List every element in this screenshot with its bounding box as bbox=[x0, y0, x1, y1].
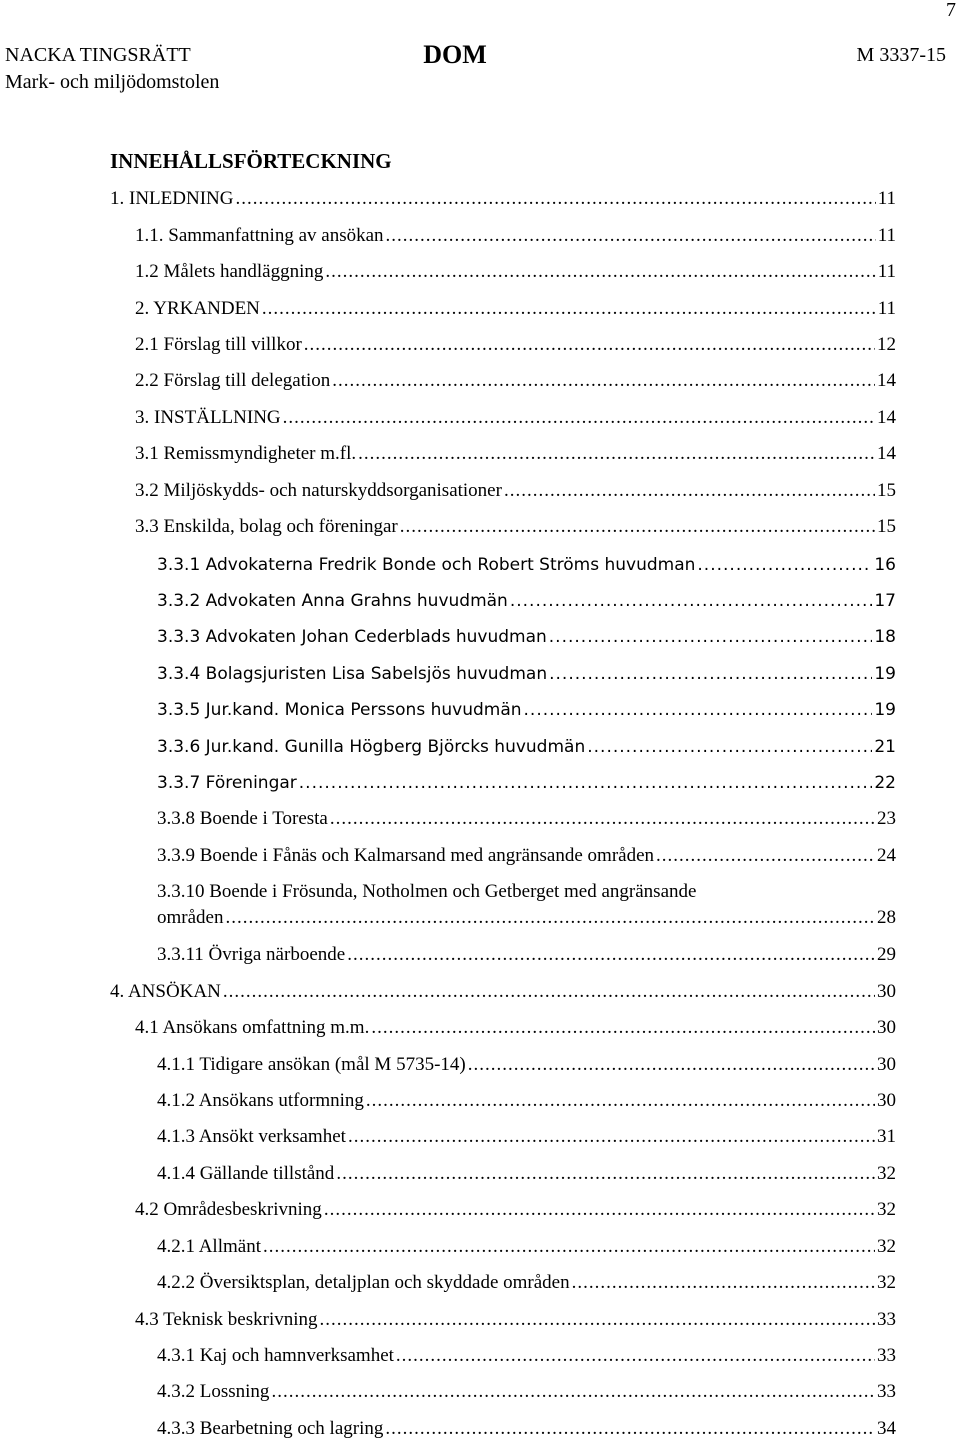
toc-entry-page: 15 bbox=[877, 516, 896, 537]
toc-entry-page: 14 bbox=[877, 370, 896, 391]
toc-entry[interactable] bbox=[135, 1307, 896, 1333]
toc-entry-label: 4.3.1 Kaj och hamnverksamhet bbox=[157, 1345, 394, 1366]
toc-entry-page: 22 bbox=[874, 773, 896, 793]
toc-entry-page: 15 bbox=[877, 480, 896, 501]
toc-entry-page: 17 bbox=[874, 591, 896, 611]
toc-entry-page: 16 bbox=[874, 555, 896, 575]
toc-entry-page: 28 bbox=[877, 907, 896, 928]
toc-entry[interactable] bbox=[157, 942, 896, 968]
toc-entry-label: 4.2 Områdesbeskrivning bbox=[135, 1199, 322, 1220]
toc-entry-label: 3.3.4 Bolagsjuristen Lisa Sabelsjös huvudman bbox=[157, 664, 548, 684]
toc-entry[interactable] bbox=[157, 1234, 896, 1260]
toc-entry-page: 33 bbox=[877, 1309, 896, 1330]
toc-entry-label: 2.2 Förslag till delegation bbox=[135, 370, 331, 391]
toc-entry[interactable] bbox=[157, 588, 896, 614]
toc-entry-label: 1.2 Målets handläggning bbox=[135, 261, 324, 282]
toc-entry[interactable] bbox=[157, 1379, 896, 1405]
toc-entry-label: 1.1. Sammanfattning av ansökan bbox=[135, 225, 384, 246]
toc-entry[interactable] bbox=[157, 843, 896, 869]
toc-entry[interactable] bbox=[135, 514, 896, 540]
toc-entry[interactable] bbox=[157, 1416, 896, 1442]
toc-entry-page: 29 bbox=[877, 944, 896, 965]
toc-entry-page: 18 bbox=[874, 627, 896, 647]
toc-entry[interactable] bbox=[135, 1015, 896, 1041]
toc-entry-label: 3.3.1 Advokaterna Fredrik Bonde och Robert Ströms huvudman bbox=[157, 555, 696, 575]
toc-entry-page: 11 bbox=[877, 298, 896, 319]
toc-entry-label: 3.3.5 Jur.kand. Monica Perssons huvudmän bbox=[157, 700, 522, 720]
toc-entry-label: 4.3.2 Lossning bbox=[157, 1381, 270, 1402]
toc-entry[interactable] bbox=[157, 770, 896, 796]
toc-entry[interactable] bbox=[157, 1270, 896, 1296]
toc-entry-page: 34 bbox=[877, 1418, 896, 1439]
toc-entry[interactable] bbox=[157, 1124, 896, 1150]
toc-entry-label: 4.3 Teknisk beskrivning bbox=[135, 1309, 318, 1330]
toc-entry-page: 31 bbox=[877, 1126, 896, 1147]
toc-entry[interactable] bbox=[157, 879, 896, 933]
toc-entry-label: 3.3.9 Boende i Fånäs och Kalmarsand med angränsande områden bbox=[157, 845, 655, 866]
toc-entry[interactable] bbox=[157, 1161, 896, 1187]
toc-entry[interactable] bbox=[157, 1052, 896, 1078]
toc-entry-page: 33 bbox=[877, 1381, 896, 1402]
toc-entry[interactable] bbox=[157, 1343, 896, 1369]
toc-entry-label: 4.3.3 Bearbetning och lagring bbox=[157, 1418, 384, 1439]
toc-entry-page: 30 bbox=[877, 981, 896, 1002]
toc-entry[interactable] bbox=[157, 552, 896, 578]
toc-entry-label: 3.3.11 Övriga närboende bbox=[157, 944, 346, 965]
toc-entry-page: 14 bbox=[877, 407, 896, 428]
toc-entry[interactable] bbox=[157, 1088, 896, 1114]
toc-entry-page: 30 bbox=[877, 1054, 896, 1075]
toc-entry-page: 19 bbox=[874, 700, 896, 720]
toc-entry-label: 3.3.7 Föreningar bbox=[157, 773, 297, 793]
toc-entry-page: 11 bbox=[877, 261, 896, 282]
toc-entry-label: 4.2.1 Allmänt bbox=[157, 1236, 261, 1257]
toc-entry-label: 3.3.6 Jur.kand. Gunilla Högberg Björcks huvudmän bbox=[157, 737, 586, 757]
toc-entry-label: 3.3.2 Advokaten Anna Grahns huvudmän bbox=[157, 591, 508, 611]
toc-entry-page: 32 bbox=[877, 1272, 896, 1293]
toc-entry-label: 1. INLEDNING bbox=[110, 188, 234, 209]
toc-entry-label: 4.1.3 Ansökt verksamhet bbox=[157, 1126, 346, 1147]
toc-entry-page: 32 bbox=[877, 1163, 896, 1184]
toc-entry[interactable] bbox=[135, 441, 896, 467]
toc-entry-page: 33 bbox=[877, 1345, 896, 1366]
page-number: 7 bbox=[946, 0, 956, 21]
document-type-label: DOM bbox=[423, 40, 487, 69]
document-type bbox=[0, 40, 960, 70]
toc-entry-page: 30 bbox=[877, 1090, 896, 1111]
toc-entry-label: 4.2.2 Översiktsplan, detaljplan och skyddade områden bbox=[157, 1272, 570, 1293]
toc-entry-page: 12 bbox=[877, 334, 896, 355]
toc-entry-label: områden bbox=[157, 907, 224, 928]
toc-entry-page: 30 bbox=[877, 1017, 896, 1038]
toc-entry-page: 21 bbox=[874, 737, 896, 757]
toc-entry-label: 3.3 Enskilda, bolag och föreningar bbox=[135, 516, 398, 537]
toc-entry[interactable] bbox=[135, 368, 896, 394]
toc-entry-label: 4.1.4 Gällande tillstånd bbox=[157, 1163, 335, 1184]
toc-entry[interactable] bbox=[110, 979, 896, 1005]
toc-entry[interactable] bbox=[135, 478, 896, 504]
toc-entry[interactable] bbox=[135, 296, 896, 322]
toc-entry-page: 14 bbox=[877, 443, 896, 464]
toc-entry-label: 3.2 Miljöskydds- och naturskyddsorganisationer bbox=[135, 480, 502, 501]
toc-entry[interactable] bbox=[157, 624, 896, 650]
toc-entry-page: 11 bbox=[877, 225, 896, 246]
toc-entry-label: 3.3.3 Advokaten Johan Cederblads huvudman bbox=[157, 627, 547, 647]
toc-entry-label: 4.1.2 Ansökans utformning bbox=[157, 1090, 364, 1111]
toc-entry[interactable] bbox=[157, 661, 896, 687]
toc-entry[interactable] bbox=[157, 806, 896, 832]
toc-title: INNEHÅLLSFÖRTECKNING bbox=[110, 149, 392, 173]
toc-entry-page: 24 bbox=[877, 845, 896, 866]
toc-entry-label: 3.1 Remissmyndigheter m.fl. bbox=[135, 443, 357, 464]
toc-entry[interactable] bbox=[157, 697, 896, 723]
toc-entry-page: 32 bbox=[877, 1236, 896, 1257]
toc-entry-label: 3. INSTÄLLNING bbox=[135, 407, 281, 428]
court-division: Mark- och miljödomstolen bbox=[5, 71, 220, 93]
toc-entry-label: 4.1.1 Tidigare ansökan (mål M 5735-14) bbox=[157, 1054, 466, 1075]
toc-entry-page: 19 bbox=[874, 664, 896, 684]
toc-entry[interactable] bbox=[157, 734, 896, 760]
toc-entry-label: 4.1 Ansökans omfattning m.m. bbox=[135, 1017, 370, 1038]
toc-entry[interactable] bbox=[135, 259, 896, 285]
toc-entry-label: 3.3.8 Boende i Toresta bbox=[157, 808, 328, 829]
toc-entry-label: 2.1 Förslag till villkor bbox=[135, 334, 302, 355]
toc-entry[interactable] bbox=[135, 405, 896, 431]
toc-entry-page: 11 bbox=[877, 188, 896, 209]
toc-entry-label: 2. YRKANDEN bbox=[135, 298, 260, 319]
toc-entry-label-line1: 3.3.10 Boende i Frösunda, Notholmen och Getberget med angränsande bbox=[157, 881, 697, 902]
court-name: NACKA TINGSRÄTT bbox=[5, 44, 191, 66]
toc-entry[interactable] bbox=[135, 223, 896, 249]
toc-entry[interactable] bbox=[135, 1197, 896, 1223]
toc-entry-label: 4. ANSÖKAN bbox=[110, 981, 221, 1002]
toc-entry-page: 23 bbox=[877, 808, 896, 829]
case-number: M 3337-15 bbox=[856, 44, 946, 66]
toc-entry[interactable] bbox=[110, 186, 896, 212]
toc-entry-page: 32 bbox=[877, 1199, 896, 1220]
toc-entry[interactable] bbox=[135, 332, 896, 358]
